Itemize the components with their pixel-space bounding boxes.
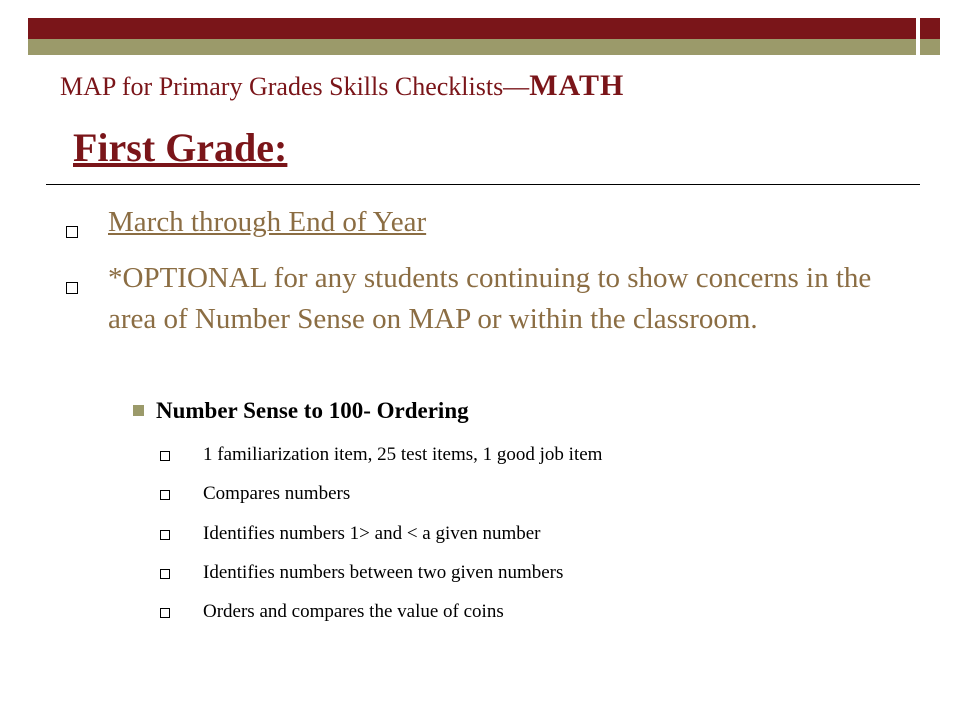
bullet-box-icon bbox=[160, 451, 170, 461]
bullet-box-icon bbox=[160, 490, 170, 500]
list-item: Identifies numbers 1> and < a given number bbox=[203, 523, 541, 544]
square-bullet-icon bbox=[133, 405, 144, 416]
list-item: 1 familiarization item, 25 test items, 1 good job item bbox=[203, 444, 603, 465]
header-bar bbox=[28, 18, 916, 39]
bullet-box-icon bbox=[66, 226, 78, 238]
bullet-box-icon bbox=[160, 608, 170, 618]
header-stripe bbox=[28, 39, 916, 55]
slide-title bbox=[60, 66, 624, 107]
bullet-optional: *OPTIONAL for any students continuing to show concerns in the area of Number Sense on MAP or within the classroom. bbox=[108, 262, 872, 335]
corner-block-olive bbox=[920, 39, 940, 55]
title-first-grade: First Grade: bbox=[73, 125, 288, 170]
sub-heading: Number Sense to 100- Ordering bbox=[156, 398, 469, 423]
title-accent: MATH bbox=[529, 69, 625, 102]
bullet-box-icon bbox=[66, 282, 78, 294]
title-main: MAP for Primary Grades Skills Checklists— bbox=[60, 72, 530, 101]
bullet-box-icon bbox=[160, 569, 170, 579]
corner-block-dark bbox=[920, 18, 940, 39]
bullet-box-icon bbox=[160, 530, 170, 540]
bullet-march: March through End of Year bbox=[108, 206, 427, 238]
list-item: Identifies numbers between two given numbers bbox=[203, 562, 564, 583]
list-item: Orders and compares the value of coins bbox=[203, 601, 504, 622]
title-divider bbox=[46, 184, 920, 185]
list-item: Compares numbers bbox=[203, 483, 351, 504]
